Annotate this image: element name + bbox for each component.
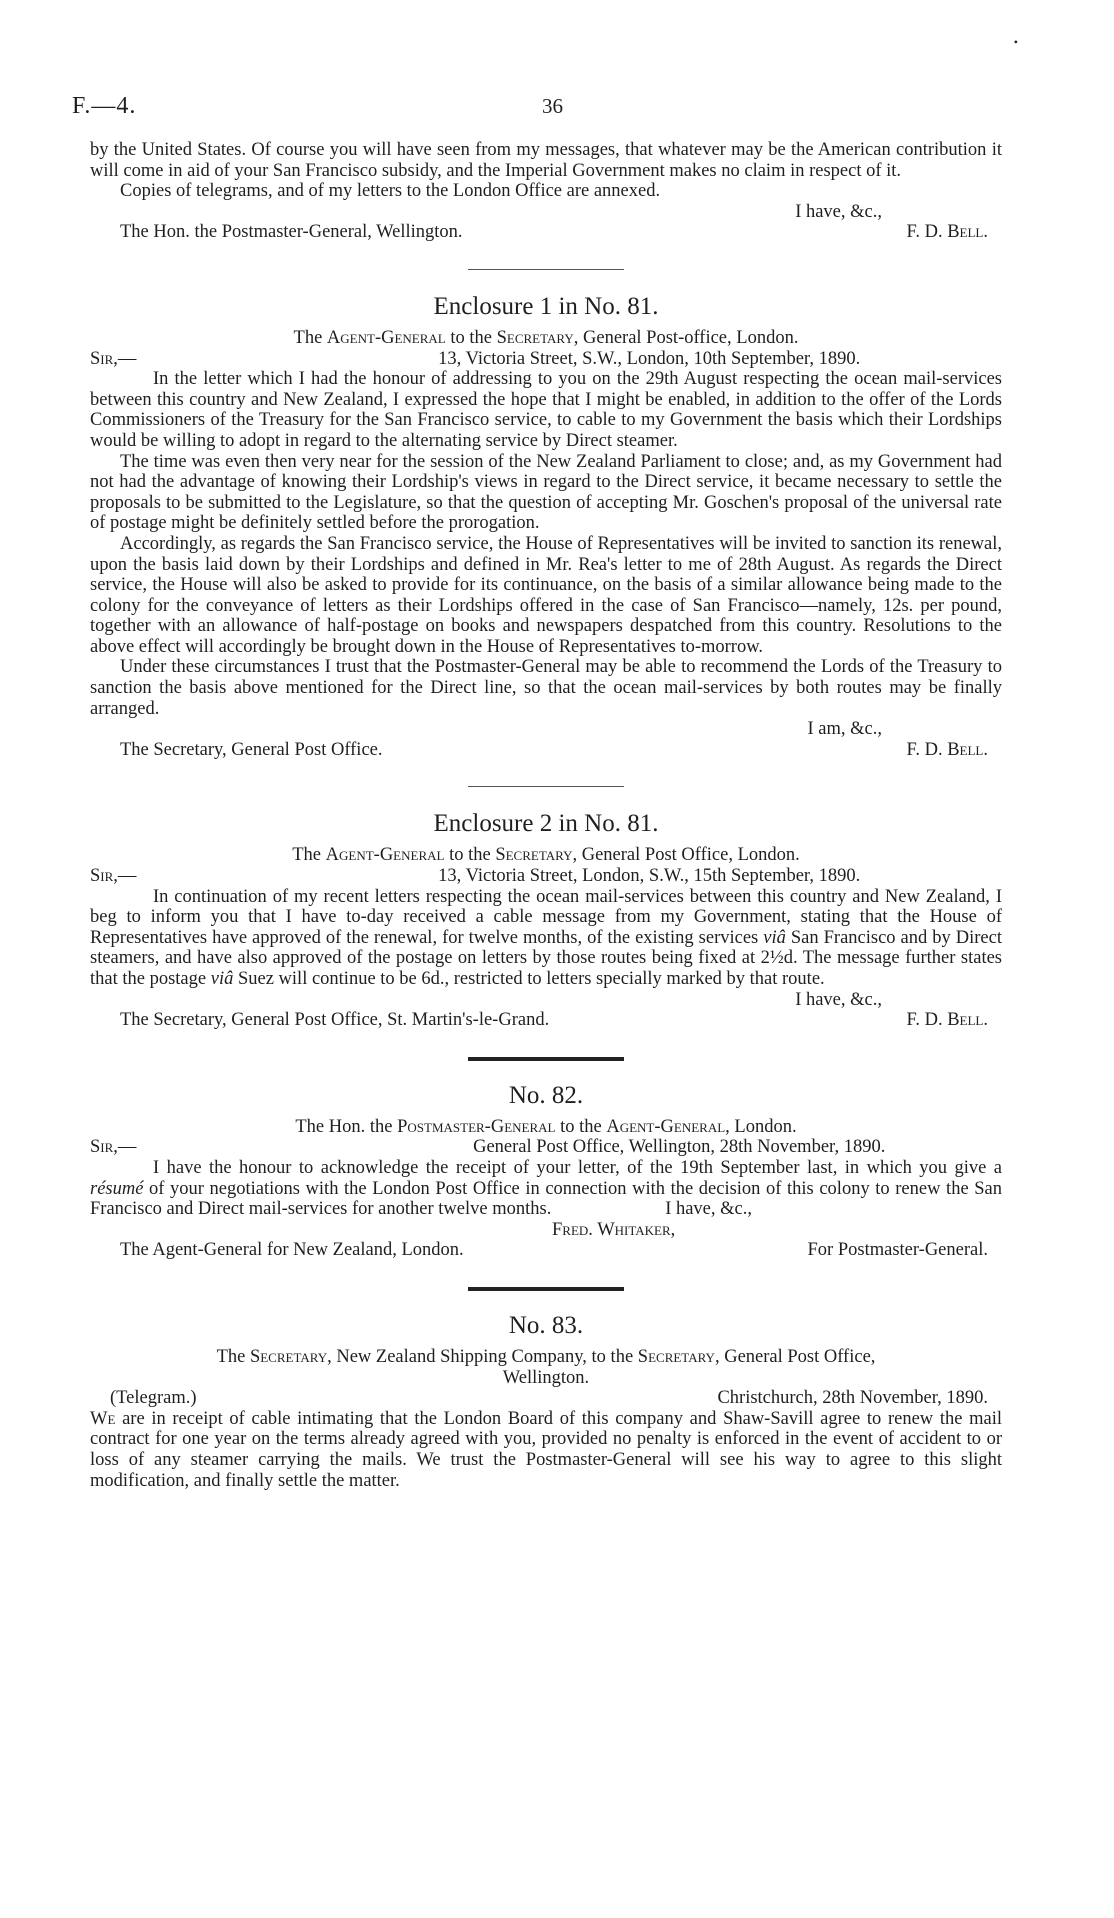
addressee: The Secretary, General Post Office, St. Martin's-le-Grand.	[120, 1010, 550, 1031]
enclosure-2-title: Enclosure 2 in No. 81.	[433, 810, 659, 838]
subtitle-part: to the	[555, 1116, 607, 1137]
body-paragraph	[90, 1409, 1002, 1491]
intro-addressee: The Hon. the Postmaster-General, Wellington.	[120, 222, 463, 243]
telegram-label: (Telegram.)	[110, 1388, 197, 1409]
closing: I have, &c.,	[795, 989, 882, 1010]
text-run: We	[90, 1408, 116, 1429]
subtitle-recipient: Agent-General	[606, 1116, 726, 1137]
document-code: F.—4.	[72, 93, 137, 119]
corner-mark: •	[1013, 35, 1018, 49]
enclosure-2-dateline-row	[90, 866, 1002, 887]
page-header	[72, 35, 1018, 140]
document-page	[72, 35, 1018, 1491]
text-run: I have the honour to acknowledge the receipt of your letter, of the 19th September last, in which you give a	[153, 1157, 1002, 1178]
subtitle-part: , General Post Office,	[714, 1346, 876, 1367]
italic-run: viâ	[210, 969, 234, 989]
closing: I have, &c.,	[665, 1199, 752, 1220]
italic-run: résumé	[90, 1178, 144, 1199]
intro-signer-row	[90, 222, 1002, 243]
subtitle-part: The	[216, 1346, 250, 1367]
subtitle-part: , General Post Office, London.	[572, 845, 800, 866]
body-paragraph: Under these circumstances I trust that the Postmaster-General may be able to recommend the Lords of the Treasury to sanction the basis above mentioned for the Direct line, so that the ocean mail-services by both routes may be finally arranged.	[90, 657, 1002, 719]
dateline: General Post Office, Wellington, 28th November, 1890.	[473, 1137, 886, 1158]
section-divider	[468, 269, 624, 270]
dateline: Christchurch, 28th November, 1890.	[717, 1388, 988, 1409]
subtitle-part: , London.	[725, 1116, 797, 1137]
text-run: are in receipt of cable intimating that the London Board of this company and Shaw-Savill agree to renew the mail contract for one year on the terms already agreed with you, provided no penalty is enforced in the event of accident to or loss of any steamer carrying the mails. We trust the Postmaster-General will see his way to agree to this slight modification, and finally settle the matter.	[90, 1408, 1002, 1491]
letter-83	[90, 1311, 1002, 1491]
enclosure-1-subtitle	[90, 328, 1002, 349]
addressee: The Secretary, General Post Office.	[120, 739, 383, 760]
subtitle-part: to the	[444, 845, 496, 866]
signer-row	[90, 1010, 1002, 1031]
letter-83-dateline-row	[90, 1388, 1002, 1409]
signature: Fred. Whitaker,	[552, 1219, 676, 1240]
text-run: Suez will continue to be 6d., restricted to letters specially marked by that route.	[233, 969, 825, 989]
text-run: of your negotiations with the London Post Office in connection with the decision of this colony to renew the San Francisco and Direct mail-services for another twelve months.	[90, 1178, 1002, 1220]
italic-run: viâ	[763, 927, 786, 948]
dateline: 13, Victoria Street, London, S.W., 15th September, 1890.	[438, 866, 861, 887]
subtitle-part: , New Zealand Shipping Company, to the	[327, 1346, 638, 1367]
letter-83-subtitle	[90, 1347, 1002, 1368]
letter-83-subtitle-line-2: Wellington.	[502, 1367, 590, 1388]
section-divider	[468, 786, 624, 787]
intro-paragraph-2: Copies of telegrams, and of my letters to the London Office are annexed.	[120, 181, 661, 202]
signature: F. D. Bell.	[906, 1010, 988, 1031]
subtitle-sender: Secretary	[249, 1346, 328, 1367]
letter-82-title: No. 82.	[508, 1081, 584, 1109]
enclosure-1-dateline-row	[90, 349, 1002, 370]
subtitle-recipient: Secretary	[495, 845, 573, 866]
subtitle-part: to the	[445, 327, 497, 348]
enclosure-1-title: Enclosure 1 in No. 81.	[433, 292, 659, 320]
subtitle-part: The	[293, 327, 327, 348]
addressee: The Agent-General for New Zealand, London.	[120, 1240, 464, 1261]
subtitle-recipient: Secretary	[496, 327, 574, 348]
text-run: San Francisco and by Direct steamers, and have also approved of the postage on letters by those routes being fixed at 2½d. The message further states that the postage	[90, 927, 1002, 989]
letter-82-dateline-row	[90, 1137, 1002, 1158]
page-number: 36	[542, 94, 563, 118]
signature-role: For Postmaster-General.	[807, 1240, 988, 1261]
body-paragraph: The time was even then very near for the session of the New Zealand Parliament to close; and, as my Government had not had the advantage of knowing their Lordship's views in regard to the Direct service, it became necessary to settle the proposals to be submitted to the Legislature, so that the question of accepting Mr. Goschen's proposal of the universal rate of postage might be definitely settled before the prorogation.	[90, 451, 1002, 534]
section-divider-thick	[468, 1057, 624, 1061]
intro-paragraph: by the United States. Of course you will have seen from my messages, that whatever may be the American contribution it will come in aid of your San Francisco subsidy, and the Imperial Government makes no claim in respect of it.	[90, 140, 1002, 181]
salutation: Sir,—	[90, 348, 137, 369]
salutation: Sir,—	[90, 1137, 137, 1158]
body-paragraph: In the letter which I had the honour of addressing to you on the 29th August respecting the ocean mail-services between this country and New Zealand, I expressed the hope that I might be enabled, in addition to the offer of the Lords Commissioners of the Treasury for the San Francisco service, to cable to my Government the basis which their Lordships would be willing to adopt in regard to the alternating service by Direct steamer.	[90, 369, 1002, 451]
dateline: 13, Victoria Street, S.W., London, 10th September, 1890.	[438, 348, 861, 369]
closing: I am, &c.,	[807, 719, 882, 740]
salutation: Sir,—	[90, 866, 137, 887]
enclosure-2	[90, 809, 1002, 1030]
body-paragraph: Accordingly, as regards the San Francisco service, the House of Representatives will be invited to sanction its renewal, upon the basis laid down by their Lordships and defined in Mr. Rea's letter to me of 28th August. As regards the Direct service, the House will also be asked to provide for its continuance, on the basis of a similar allowance being made to the colony for the conveyance of letters as their Lordships offered in the case of San Francisco—namely, 12s. per pound, together with an allowance of half-postage on books and newspapers despatched from this country. Resolutions to the above effect will accordingly be brought down in the House of Representatives to-morrow.	[90, 533, 1002, 657]
subtitle-part: The	[292, 845, 326, 866]
intro-letter	[90, 140, 1002, 243]
subtitle-part: The Hon. the	[295, 1116, 398, 1137]
subtitle-part: , General Post-office, London.	[573, 327, 799, 348]
intro-closing: I have, &c.,	[795, 201, 882, 222]
enclosure-2-subtitle	[90, 845, 1002, 866]
letter-82-subtitle	[90, 1117, 1002, 1138]
subtitle-recipient: Secretary	[637, 1346, 715, 1367]
enclosure-1	[90, 292, 1002, 760]
subtitle-sender: Agent-General	[325, 845, 445, 866]
letter-83-title: No. 83.	[508, 1311, 584, 1339]
subtitle-sender: Agent-General	[326, 327, 446, 348]
letter-82	[90, 1081, 1002, 1261]
intro-signature: F. D. Bell.	[906, 222, 988, 243]
subtitle-sender: Postmaster-General	[397, 1116, 556, 1137]
signature: F. D. Bell.	[906, 739, 988, 760]
signer-row	[90, 740, 1002, 761]
section-divider-thick	[468, 1287, 624, 1291]
body-paragraph	[90, 887, 1002, 990]
signer-row	[90, 1240, 1002, 1261]
text-run: In continuation of my recent letters respecting the ocean mail-services between this country and New Zealand, I beg to inform you that I have to-day received a cable message from my Government, stating that the House of Representatives have approved of the renewal, for twelve months, of the existing services	[90, 886, 1002, 948]
